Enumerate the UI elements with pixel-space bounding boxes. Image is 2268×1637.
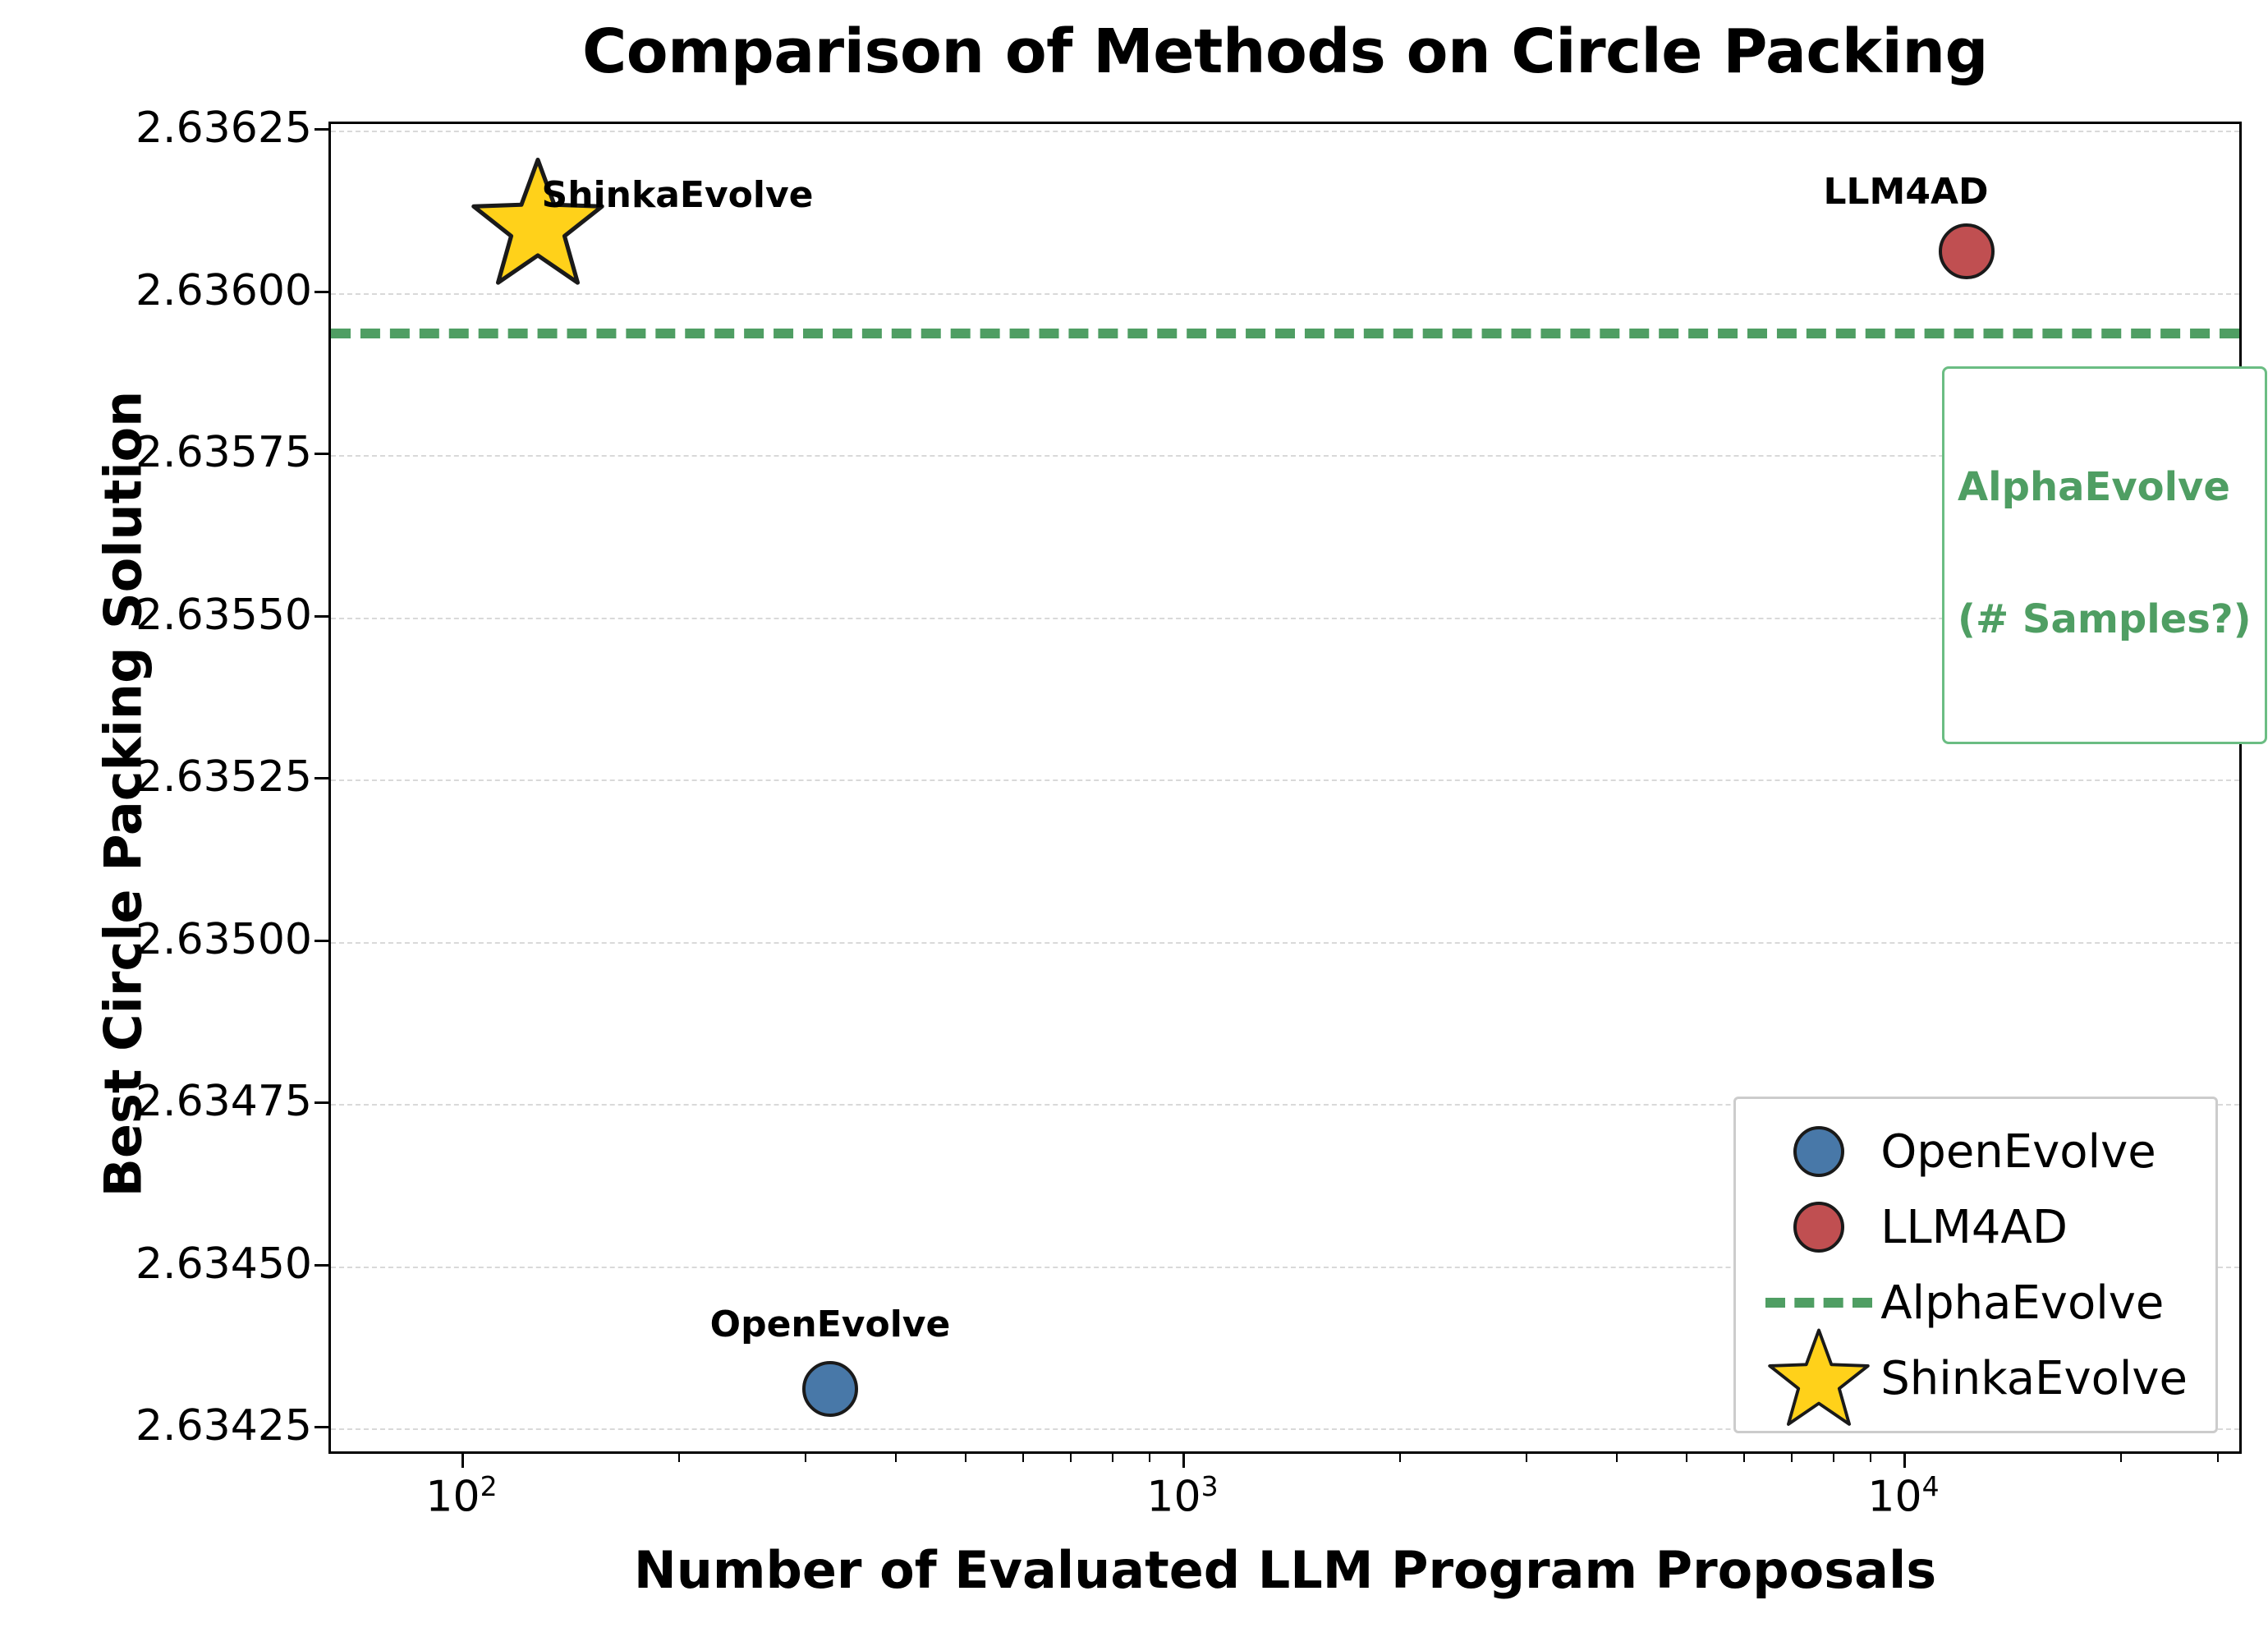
gridline (331, 293, 2239, 295)
star-icon (1757, 1327, 1880, 1430)
y-tick-mark (314, 1101, 328, 1104)
legend-label: LLM4AD (1880, 1200, 2068, 1254)
legend-item-shinkaevolve[interactable] (1757, 1340, 2188, 1416)
llm4ad-point-label: LLM4AD (1823, 171, 1989, 213)
openevolve-point-marker (802, 1361, 858, 1417)
y-tick-label: 2.63500 (135, 915, 312, 964)
legend-label: OpenEvolve (1880, 1124, 2156, 1179)
circle-icon (1757, 1202, 1880, 1253)
alphaevolve-annotation (1942, 366, 2267, 744)
x-tick-minor (1743, 1454, 1745, 1462)
x-tick-minor (1112, 1454, 1113, 1462)
x-tick-minor (965, 1454, 966, 1462)
y-tick-label: 2.63575 (135, 428, 312, 477)
x-tick-minor (1791, 1454, 1793, 1462)
chart-title: Comparison of Methods on Circle Packing (581, 16, 1989, 87)
legend-item-llm4ad[interactable] (1757, 1189, 2188, 1265)
x-tick-minor (1833, 1454, 1834, 1462)
llm4ad-point-marker (1939, 223, 1995, 279)
openevolve-point-label: OpenEvolve (709, 1304, 951, 1345)
plot-area (328, 122, 2252, 1454)
y-tick-mark (314, 940, 328, 942)
y-tick-label: 2.63425 (135, 1401, 312, 1451)
y-tick-mark (314, 291, 328, 293)
gridline (331, 942, 2239, 944)
x-tick-minor (1070, 1454, 1072, 1462)
legend-item-openevolve[interactable] (1757, 1114, 2188, 1189)
x-tick-mark (461, 1454, 464, 1468)
x-tick-mark (1182, 1454, 1185, 1468)
y-tick-mark (314, 453, 328, 455)
x-tick-minor (1526, 1454, 1527, 1462)
x-tick-label: $10^4$ (1867, 1470, 1940, 1522)
y-tick-label: 2.63550 (135, 591, 312, 640)
y-tick-label: 2.63625 (135, 103, 312, 153)
y-tick-mark (314, 777, 328, 779)
alphaevolve-reference-line (331, 329, 2239, 338)
gridline (331, 131, 2239, 132)
y-tick-label: 2.63525 (135, 752, 312, 802)
y-tick-label: 2.63475 (135, 1077, 312, 1126)
x-tick-minor (1399, 1454, 1401, 1462)
x-axis-label: Number of Evaluated LLM Program Proposals (633, 1540, 1937, 1600)
y-tick-mark (314, 615, 328, 618)
y-axis-label: Best Circle Packing Solution (93, 390, 154, 1198)
y-tick-label: 2.63600 (135, 266, 312, 315)
y-tick-mark (314, 128, 328, 131)
x-tick-minor (895, 1454, 897, 1462)
x-tick-mark (1903, 1454, 1906, 1468)
y-tick-label: 2.63450 (135, 1239, 312, 1289)
shinkaevolve-point-label: ShinkaEvolve (541, 174, 814, 216)
x-tick-minor (1149, 1454, 1150, 1462)
dashed-line-icon (1757, 1298, 1880, 1308)
x-tick-label: $10^3$ (1146, 1470, 1219, 1522)
x-tick-minor (678, 1454, 680, 1462)
alphaevolve-annotation-line1: AlphaEvolve (1958, 463, 2230, 510)
x-tick-label: $10^2$ (425, 1470, 498, 1522)
x-tick-minor (1616, 1454, 1618, 1462)
x-tick-minor (1686, 1454, 1687, 1462)
x-tick-minor (1870, 1454, 1871, 1462)
y-tick-mark (314, 1264, 328, 1267)
y-tick-mark (314, 1426, 328, 1428)
chart-legend (1733, 1097, 2218, 1433)
x-tick-minor (1022, 1454, 1024, 1462)
legend-label: AlphaEvolve (1880, 1276, 2165, 1330)
gridline (331, 779, 2239, 781)
x-tick-minor (2120, 1454, 2122, 1462)
x-tick-minor (2217, 1454, 2219, 1462)
alphaevolve-annotation-line2: (# Samples?) (1958, 595, 2252, 642)
x-tick-minor (805, 1454, 806, 1462)
circle-icon (1757, 1126, 1880, 1177)
legend-label: ShinkaEvolve (1880, 1351, 2188, 1405)
